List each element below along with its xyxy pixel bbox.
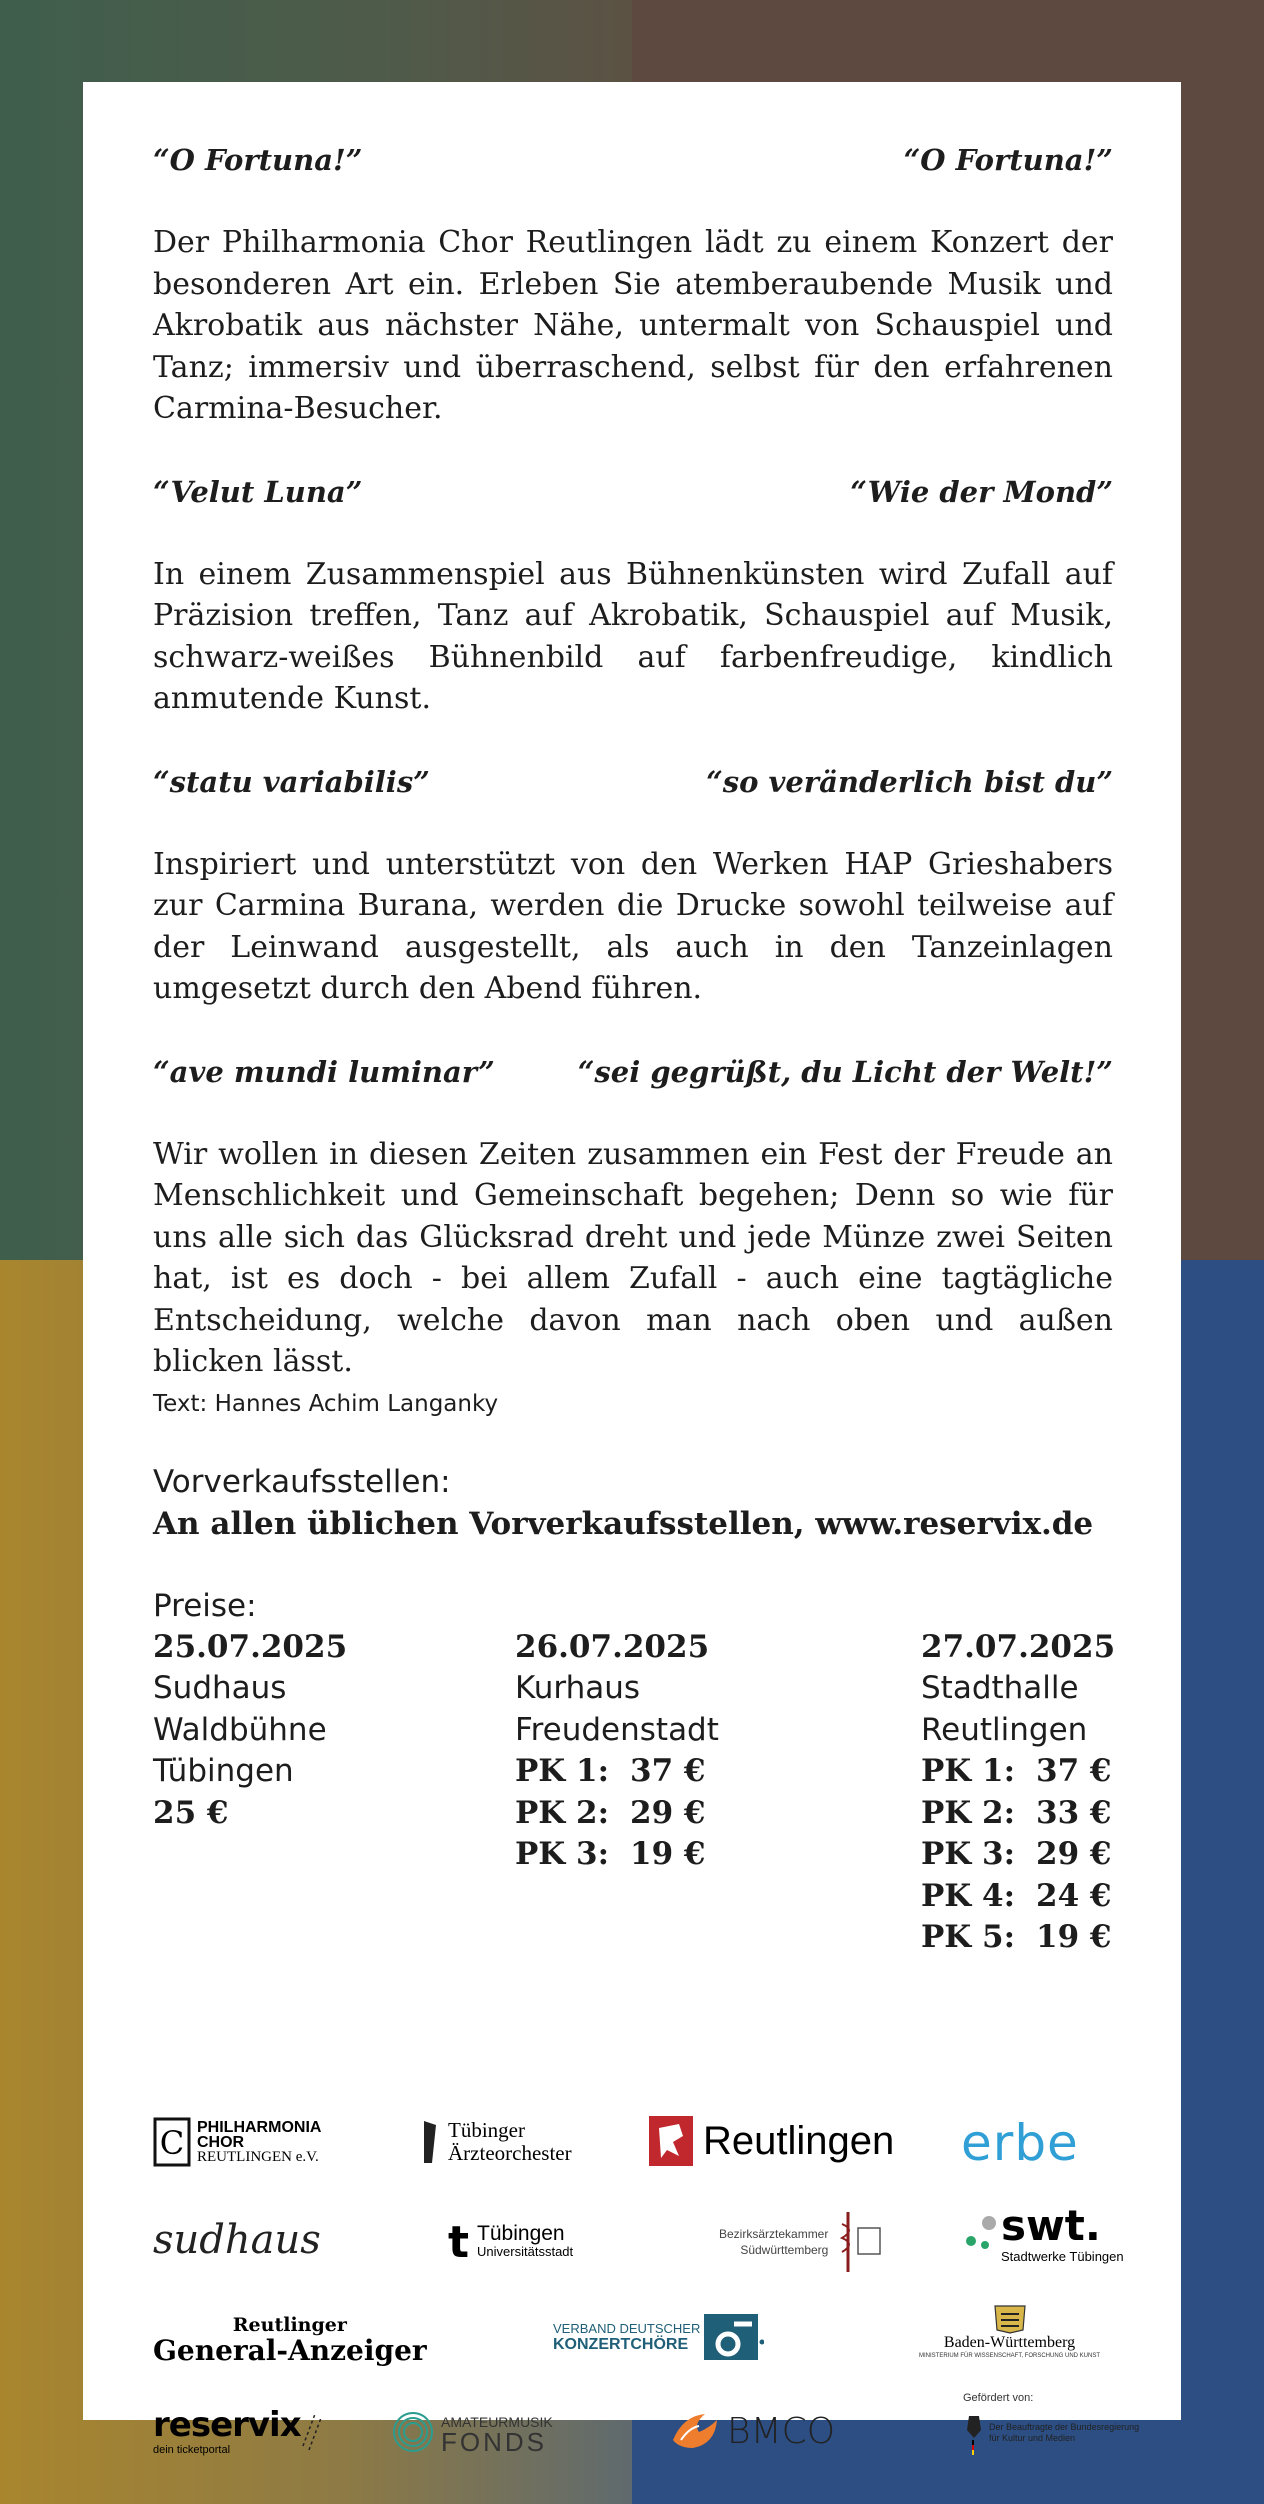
amateurmusik-circle-icon	[391, 2410, 435, 2454]
price-table	[153, 1627, 1116, 1997]
quote-row-4	[153, 1052, 1113, 1092]
price-category-row: PK 3: 19 €	[515, 1836, 706, 1872]
presale-label: Vorverkaufsstellen:	[153, 1463, 451, 1500]
konzertchoere-emblem-icon	[704, 2314, 764, 2360]
price-category-row: PK 5: 19 €	[921, 1919, 1112, 1955]
price-column-0725	[153, 1627, 347, 1835]
price-column-0726	[515, 1627, 719, 1876]
bkm-logo: Gefördert von: Der Beauftragte der Bundesregierung für Kultur und Medien	[963, 2392, 1139, 2456]
aesculap-icon	[834, 2210, 884, 2274]
date: 26.07.2025	[515, 1628, 710, 1665]
svg-text:C: C	[159, 2124, 185, 2162]
aerzteorchester-logo: Tübinger Ärzteorchester	[418, 2117, 572, 2167]
price-category-row: PK 2: 33 €	[921, 1794, 1112, 1831]
reutlingen-logo: Reutlingen	[649, 2116, 894, 2166]
quote-german: “so veränderlich bist du”	[706, 764, 1113, 799]
price-category-row: PK 1: 37 €	[515, 1753, 706, 1789]
flyer-card	[83, 82, 1181, 2457]
presale-text: An allen üblichen Vorverkaufsstellen, www.reservix.de	[153, 1505, 1094, 1542]
paragraph-4: Wir wollen in diesen Zeiten zusammen ein Fest der Freude an Menschlichkeit und Gemeinschaft begehen; Denn so wie für uns alle sich das Glücksrad dreht und jede Münze zwei Seiten hat, ist es doch - bei allem Zufall - auch eine tagtägliche Entscheidung, welche davon man nach oben und außen blicken lässt.	[153, 1136, 1113, 1379]
sponsor-logos	[83, 2032, 1181, 2457]
prices-label: Preise:	[153, 1587, 257, 1624]
konzertchoere-logo: VERBAND DEUTSCHER KONZERTCHÖRE	[553, 2314, 764, 2360]
quote-latin: “statu variabilis”	[153, 764, 430, 799]
reservix-logo: reservix dein ticketportal	[153, 2407, 323, 2457]
reservix-dash-icon	[301, 2412, 323, 2452]
price-column-0727	[921, 1627, 1115, 1959]
venue-line: Kurhaus	[515, 1670, 641, 1706]
quote-german: “O Fortuna!”	[903, 143, 1113, 177]
tuebingen-logo: t Tübingen Universitätsstadt	[448, 2217, 574, 2268]
swt-logo: swt. Stadtwerke Tübingen	[963, 2204, 1124, 2266]
venue-line: Reutlingen	[921, 1711, 1088, 1748]
date: 25.07.2025	[153, 1628, 348, 1665]
quote-row-2	[153, 472, 1113, 512]
paragraph-3: Inspiriert und unterstützt von den Werken HAP Grieshabers zur Carmina Burana, werden die Drucke sowohl teilweise auf der Leinwand ausgestellt, als auch in den Tanzeinlagen umgesetzt durch den Abend führen.	[153, 846, 1113, 1006]
philharmonia-chor-logo: C PHILHARMONIA CHOR REUTLINGEN e.V.	[153, 2117, 321, 2167]
amateurmusik-fonds-logo: AMATEURMUSIK FONDS	[391, 2410, 553, 2454]
venue-line: Waldbühne	[153, 1711, 327, 1748]
bmco-flame-icon	[669, 2410, 723, 2452]
date: 27.07.2025	[921, 1628, 1116, 1665]
erbe-logo: erbe	[961, 2114, 1079, 2172]
quote-row-1	[153, 140, 1113, 180]
price-category-row: PK 1: 37 €	[921, 1753, 1112, 1789]
price-category-row: PK 2: 29 €	[515, 1794, 706, 1831]
harp-icon	[418, 2117, 442, 2167]
quote-german: “sei gegrüßt, du Licht der Welt!”	[577, 1054, 1113, 1089]
venue-line: Sudhaus	[153, 1670, 287, 1706]
paragraph-2: In einem Zusammenspiel aus Bühnenkünsten wird Zufall auf Präzision treffen, Tanz auf Akrobatik, Schauspiel auf Musik, schwarz-weißes Bühnenbild auf farbenfreudige, kindlich anmutende Kunst.	[153, 556, 1113, 716]
quote-latin: “Velut Luna”	[153, 474, 363, 509]
bw-coat-of-arms-icon	[985, 2304, 1035, 2334]
tuebingen-t-icon: t	[448, 2217, 470, 2268]
venue-line: Stadthalle	[921, 1670, 1079, 1706]
bmco-logo: BMCO	[669, 2410, 835, 2452]
sudhaus-logo: sudhaus	[153, 2217, 321, 2263]
venue-line: Freudenstadt	[515, 1711, 719, 1748]
general-anzeiger-logo: Reutlinger General-Anzeiger	[153, 2314, 427, 2367]
price-category-row: PK 4: 24 €	[921, 1877, 1112, 1914]
quote-latin: “ave mundi luminar”	[153, 1054, 495, 1089]
paragraph-1: Der Philharmonia Chor Reutlingen lädt zu einem Konzert der besonderen Art ein. Erleben Sie atemberaubende Musik und Akrobatik aus nächster Nähe, untermalt von Schauspiel und Tanz; immersiv und überraschend, selbst für den erfahrenen Carmina-Besucher.	[153, 225, 1113, 426]
flyer-content	[153, 140, 1116, 1997]
quote-latin: “O Fortuna!”	[153, 143, 363, 177]
philharmonia-emblem-icon	[153, 2117, 191, 2167]
aerztekammer-logo: Bezirksärztekammer Südwürttemberg	[719, 2210, 884, 2274]
federal-eagle-icon	[963, 2410, 985, 2456]
swt-dots-icon	[963, 2215, 1001, 2255]
quote-row-3	[153, 762, 1113, 802]
text-credit: Text: Hannes Achim Langanky	[153, 1390, 499, 1417]
venue-line: Tübingen	[153, 1753, 294, 1789]
price-category-row: PK 3: 29 €	[921, 1836, 1112, 1872]
quote-german: “Wie der Mond”	[850, 474, 1113, 509]
reutlingen-eagle-icon	[649, 2116, 693, 2166]
price: 25 €	[153, 1794, 229, 1831]
baden-wuerttemberg-logo: Baden-Württemberg MINISTERIUM FÜR WISSENSCHAFT, FORSCHUNG UND KUNST	[919, 2304, 1100, 2360]
